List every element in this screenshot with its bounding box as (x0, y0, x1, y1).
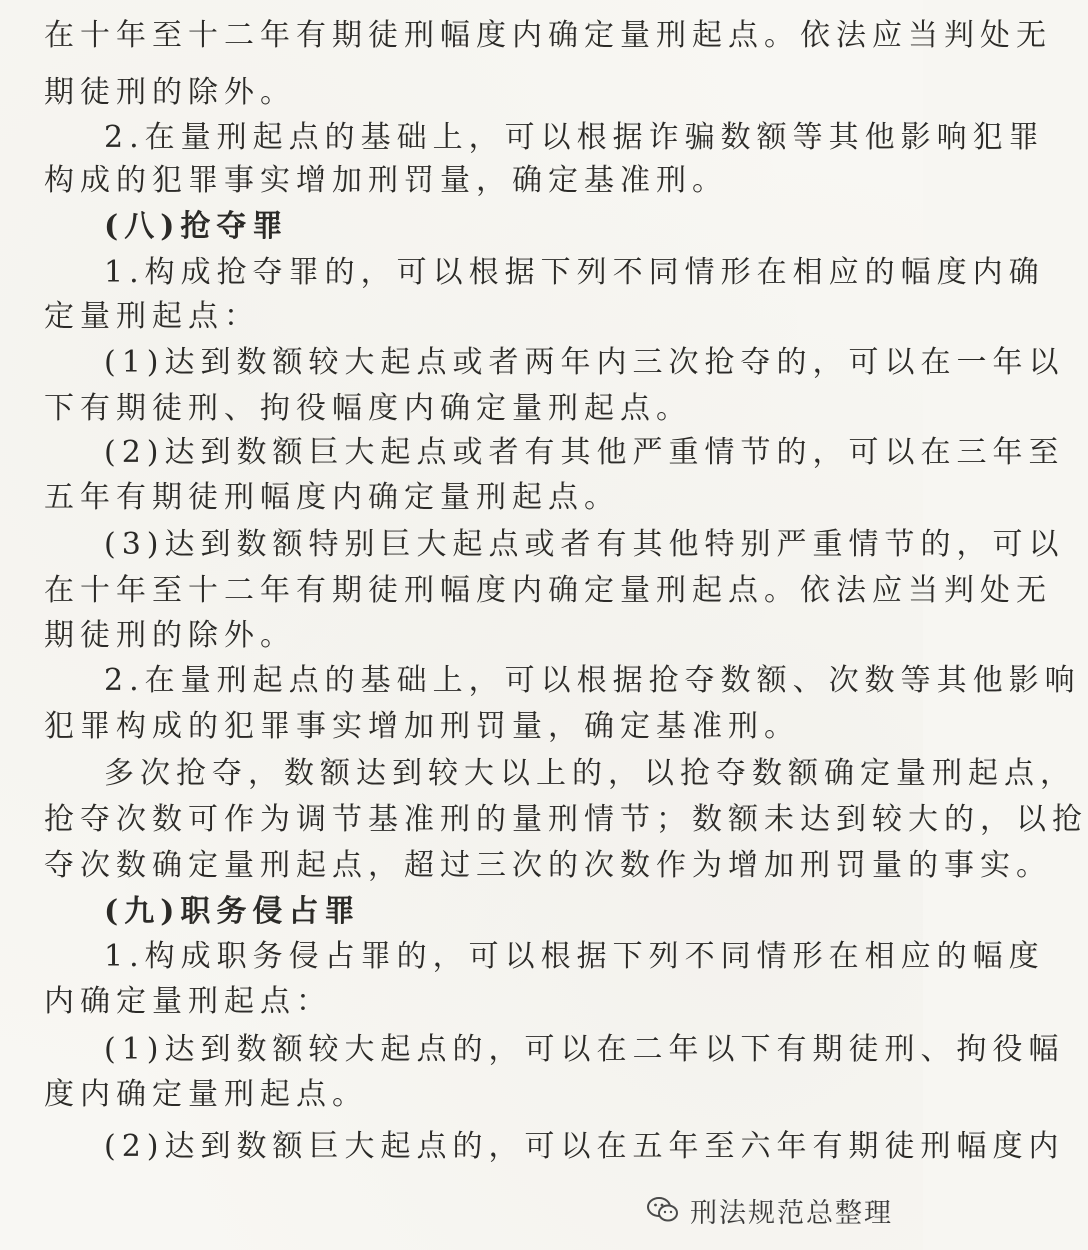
text-line: 下有期徒刑、拘役幅度内确定量刑起点。 (44, 391, 692, 426)
text-line: 1.构成职务侵占罪的，可以根据下列不同情形在相应的幅度 (104, 939, 1045, 974)
section-heading: (九)职务侵占罪 (104, 894, 361, 929)
text-line: 在十年至十二年有期徒刑幅度内确定量刑起点。依法应当判处无 (44, 573, 1052, 608)
text-line: 2.在量刑起点的基础上，可以根据抢夺数额、次数等其他影响 (104, 663, 1081, 698)
text-line: 在十年至十二年有期徒刑幅度内确定量刑起点。依法应当判处无 (44, 18, 1052, 53)
text-line: 期徒刑的除外。 (44, 75, 296, 110)
text-line: (2)达到数额巨大起点或者有其他严重情节的，可以在三年至 (104, 435, 1065, 470)
text-line: 犯罪构成的犯罪事实增加刑罚量，确定基准刑。 (44, 709, 800, 744)
text-line: (1)达到数额较大起点或者两年内三次抢夺的，可以在一年以 (104, 345, 1065, 380)
text-line: (3)达到数额特别巨大起点或者有其他特别严重情节的，可以 (104, 527, 1065, 562)
watermark (646, 1190, 893, 1230)
text-line: 内确定量刑起点： (44, 984, 332, 1019)
watermark-text: 刑法规范总整理 (690, 1197, 893, 1229)
text-line: 期徒刑的除外。 (44, 618, 296, 653)
text-line: 夺次数确定量刑起点，超过三次的次数作为增加刑罚量的事实。 (44, 848, 1052, 883)
text-line: (2)达到数额巨大起点的，可以在五年至六年有期徒刑幅度内 (104, 1129, 1065, 1164)
text-line: 定量刑起点： (44, 299, 260, 334)
section-heading: (八)抢夺罪 (104, 209, 289, 244)
text-line: 多次抢夺，数额达到较大以上的，以抢夺数额确定量刑起点， (104, 756, 1076, 791)
text-line: 构成的犯罪事实增加刑罚量，确定基准刑。 (44, 163, 728, 198)
wechat-icon (646, 1193, 680, 1227)
text-line: 2.在量刑起点的基础上，可以根据诈骗数额等其他影响犯罪 (104, 120, 1045, 155)
text-line: 度内确定量刑起点。 (44, 1077, 368, 1112)
text-line: (1)达到数额较大起点的，可以在二年以下有期徒刑、拘役幅 (104, 1032, 1065, 1067)
text-line: 五年有期徒刑幅度内确定量刑起点。 (44, 480, 620, 515)
text-line: 抢夺次数可作为调节基准刑的量刑情节；数额未达到较大的，以抢 (44, 802, 1088, 837)
text-line: 1.构成抢夺罪的，可以根据下列不同情形在相应的幅度内确 (104, 255, 1045, 290)
